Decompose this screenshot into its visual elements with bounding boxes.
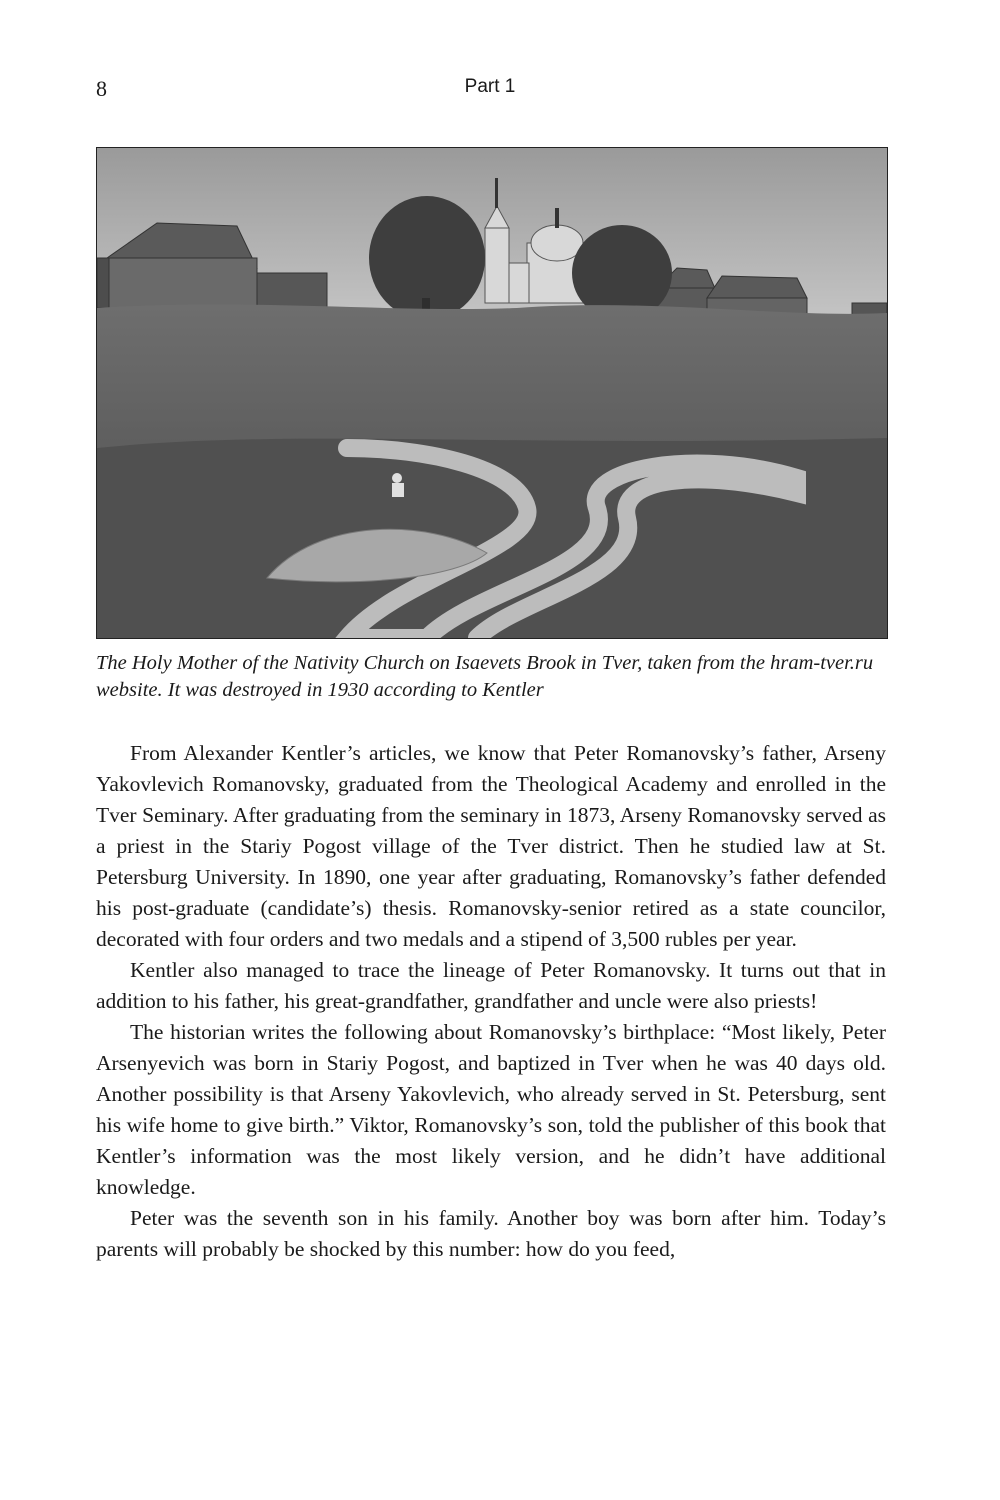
paragraph: Kentler also managed to trace the lineage of Peter Romanovsky. It turns out that in addition to his father, his great-grandfather, grandfather and uncle were also priests!	[96, 958, 886, 1013]
paragraph: From Alexander Kentler’s articles, we know that Peter Romanovsky’s father, Arseny Yakovlevich Romanovsky, graduated from the Theological Academy and enrolled in the Tver Seminary. After graduating from the seminary in 1873, Arseny Romanovsky served as a priest in the Stariy Pogost village of the Tver district. Then he studied law at St. Petersburg University. In 1890, one year after graduating, Romanovsky’s father defended his post-graduate (candidate’s) thesis. Romanovsky-senior retired as a state councilor, decorated with four orders and two medals and a stipend of 3,500 rubles per year.	[96, 741, 886, 951]
body-text	[96, 738, 886, 1265]
paragraph: The historian writes the following about Romanovsky’s birthplace: “Most likely, Peter Arsenyevich was born in Stariy Pogost, and baptized in Tver when he was 40 days old. Another possibility is that Arseny Yakovlevich, who already served in St. Petersburg, sent his wife home to give birth.” Viktor, Romanovsky’s son, told the publisher of this book that Kentler’s information was the most likely version, and he didn’t have additional knowledge.	[96, 1020, 886, 1199]
running-head: Part 1	[464, 76, 516, 97]
paragraph: Peter was the seventh son in his family. Another boy was born after him. Today’s parents will probably be shocked by this number: how do you feed,	[96, 1206, 886, 1261]
page-number: 8	[96, 76, 107, 101]
church-landscape-illustration	[97, 148, 887, 638]
church-photograph	[96, 147, 888, 639]
figure-caption: The Holy Mother of the Nativity Church on Isaevets Brook in Tver, taken from the hram-tver.ru website. It was destroyed in 1930 according to Kentler	[96, 652, 874, 701]
